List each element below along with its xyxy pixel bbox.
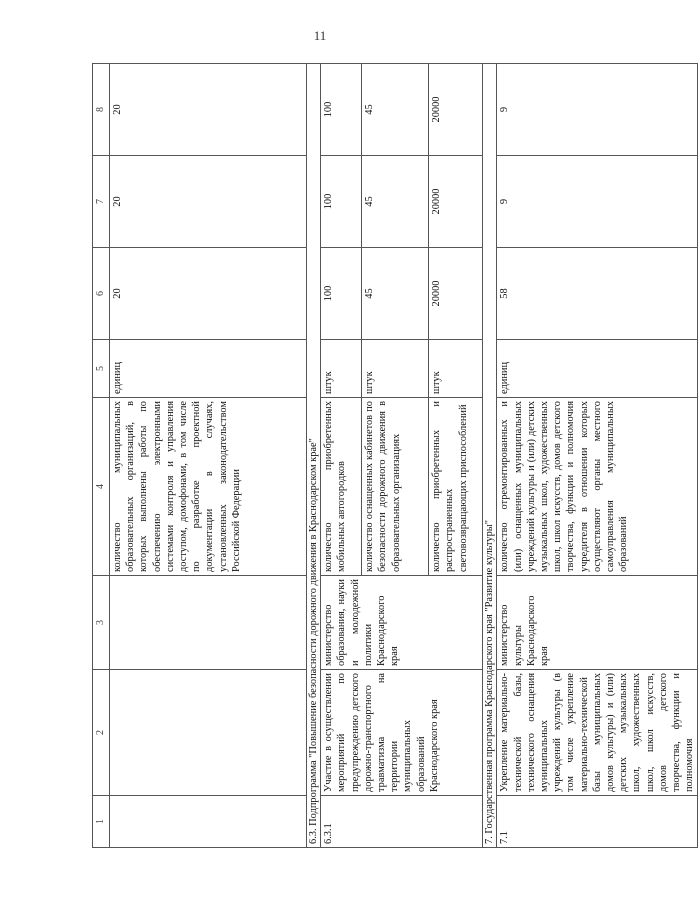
table-row bbox=[497, 64, 698, 848]
value-cell: 20 bbox=[110, 156, 307, 248]
table-row bbox=[321, 64, 362, 848]
value-cell: 45 bbox=[362, 248, 429, 340]
indicator-text: количество оснащенных кабинетов по безопасности дорожного движения в образовательных организациях bbox=[362, 398, 429, 576]
value-cell: 100 bbox=[321, 248, 362, 340]
table-row bbox=[110, 64, 307, 848]
value-cell: 20000 bbox=[429, 248, 483, 340]
column-number: 1 bbox=[93, 796, 110, 848]
indicator-text: количество приобретенных и распространенных световозвращающих приспособлений bbox=[429, 398, 483, 576]
unit-cell: штук bbox=[362, 340, 429, 398]
page-number: 11 bbox=[313, 28, 327, 43]
indicator-text: количество приобретенных мобильных автогородков bbox=[321, 398, 362, 576]
value-cell: 20 bbox=[110, 248, 307, 340]
unit-cell: штук bbox=[429, 340, 483, 398]
empty-cell bbox=[110, 576, 307, 670]
executor-cell: министерство образования, науки и молодежной политики Краснодарского края bbox=[321, 576, 483, 670]
value-cell: 9 bbox=[497, 156, 698, 248]
activity-name: Укрепление материально-технической базы, технического оснащения муниципальных учреждений культуры (в том числе укрепление материально-технической базы муниципальных домов культуры) и (или) детских музыкальных школ, художественных школ, школ искусств, домов детского творчества, функции и полномочия bbox=[497, 670, 698, 796]
value-cell: 20000 bbox=[429, 64, 483, 156]
value-cell: 45 bbox=[362, 156, 429, 248]
activity-name: Участие в осуществлении мероприятий по предупреждению детского дорожно-транспортного травматизма на территории муниципальных образований Краснодарского края bbox=[321, 670, 483, 796]
empty-cell bbox=[110, 670, 307, 796]
value-cell: 58 bbox=[497, 248, 698, 340]
row-number: 6.3.1 bbox=[321, 796, 483, 848]
value-cell: 20 bbox=[110, 64, 307, 156]
section-title: 7. Государственная программа Краснодарского края "Развитие культуры" bbox=[483, 64, 497, 848]
column-number: 3 bbox=[93, 576, 110, 670]
unit-cell: штук bbox=[321, 340, 362, 398]
value-cell: 100 bbox=[321, 64, 362, 156]
column-number: 7 bbox=[93, 156, 110, 248]
column-number: 4 bbox=[93, 398, 110, 576]
section-title: 6.3. Подпрограмма "Повышение безопасности дорожного движения в Краснодарском крае" bbox=[307, 64, 321, 848]
executor-cell: министерство культуры Краснодарского края bbox=[497, 576, 698, 670]
value-cell: 45 bbox=[362, 64, 429, 156]
column-number-row bbox=[93, 64, 110, 848]
indicators-table bbox=[92, 63, 698, 848]
unit-cell: единиц bbox=[110, 340, 307, 398]
section-row bbox=[307, 64, 321, 848]
section-row bbox=[483, 64, 497, 848]
empty-cell bbox=[110, 796, 307, 848]
value-cell: 20000 bbox=[429, 156, 483, 248]
value-cell: 100 bbox=[321, 156, 362, 248]
rotated-table-container bbox=[92, 64, 696, 848]
indicator-text: количество муниципальных образовательных организаций, в которых выполнены работы по обеспечению электронными системами контроля и управления доступом, домофонами, в том числе по разработке проектной документации в случаях, установленных законодательством Российской Федерации bbox=[110, 398, 307, 576]
column-number: 5 bbox=[93, 340, 110, 398]
column-number: 6 bbox=[93, 248, 110, 340]
value-cell: 9 bbox=[497, 64, 698, 156]
unit-cell: единиц bbox=[497, 340, 698, 398]
column-number: 2 bbox=[93, 670, 110, 796]
indicator-text: количество отремонтированных и (или) оснащенных муниципальных учреждений культуры и (или) детских музыкальных школ, художественных школ, школ искусств, домов детского творчества, функции и полномочия учредителя в отношении которых осуществляют органы местного самоуправления муниципальных образований bbox=[497, 398, 698, 576]
column-number: 8 bbox=[93, 64, 110, 156]
row-number: 7.1 bbox=[497, 796, 698, 848]
